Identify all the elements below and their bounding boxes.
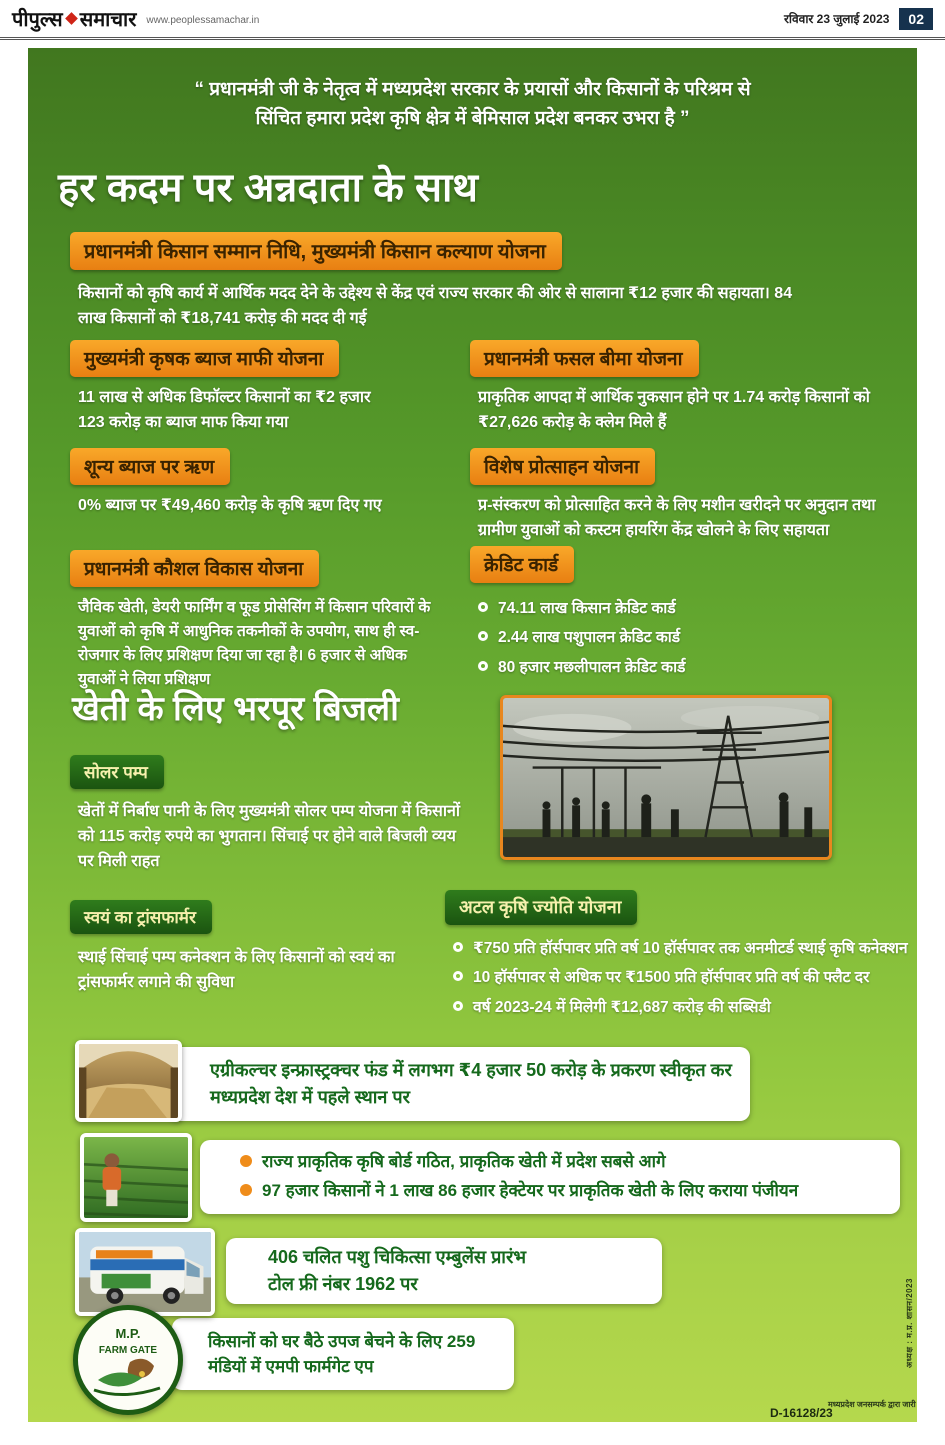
atal-jyoti-list bbox=[453, 938, 917, 1026]
natural-item-1: राज्य प्राकृतिक कृषि बोर्ड गठित, प्राकृतिक खेती में प्रदेश सबसे आगे bbox=[262, 1152, 666, 1172]
credit-item-3: 80 हजार मछलीपालन क्रेडिट कार्ड bbox=[498, 658, 686, 676]
quote-line-1: “ प्रधानमंत्री जी के नेतृत्व में मध्यप्रदेश सरकार के प्रयासों और किसानों के परिश्रम से bbox=[194, 79, 751, 100]
ambulance-line-2: टोल फ्री नंबर 1962 पर bbox=[268, 1274, 418, 1294]
side-note: अध्यक्ष : म.प्र. शासन/2023 bbox=[905, 1278, 914, 1368]
vishesh-protsahan-body: प्र-संस्करण को प्रोत्साहित करने के लिए मशीन खरीदने पर अनुदान तथा ग्रामीण युवाओं को कस्टम हायरिंग केंद्र खोलने के लिए सहायता bbox=[478, 497, 876, 539]
card-farmgate bbox=[172, 1318, 514, 1390]
natural-farming-item bbox=[200, 1177, 900, 1206]
kisan-samman-body: किसानों को कृषि कार्य में आर्थिक मदद देने के उद्देश्य से केंद्र एवं राज्य सरकार की ओर से सालाना ₹12 हजार की सहायता। 84 लाख किसानों को ₹18,741 करोड़ की मदद दी गई bbox=[78, 285, 793, 327]
issuer-credit: मध्यप्रदेश जनसम्पर्क द्वारा जारी bbox=[828, 1400, 916, 1409]
atal-item-1: ₹750 प्रति हॉर्सपावर प्रति वर्ष 10 हॉर्सपावर तक अनमीटर्ड स्थाई कृषि कनेक्शन bbox=[473, 940, 908, 957]
newspaper-masthead bbox=[0, 0, 945, 40]
quote-line-2: सिंचित हमारा प्रदेश कृषि क्षेत्र में बेमिसाल प्रदेश बनकर उभरा है ” bbox=[255, 107, 690, 129]
agri-fund-text: एग्रीकल्चर इन्फ्रास्ट्रक्चर फंड में लगभग ₹4 हजार 50 करोड़ के प्रकरण स्वीकृत कर मध्यप्रदेश देश में पहले स्थान पर bbox=[210, 1060, 732, 1107]
credit-item-2: 2.44 लाख पशुपालन क्रेडिट कार्ड bbox=[498, 629, 681, 647]
banner-credit-card: क्रेडिट कार्ड bbox=[470, 546, 574, 583]
banner-fasal-bima: प्रधानमंत्री फसल बीमा योजना bbox=[470, 340, 699, 377]
natural-farming-item bbox=[200, 1148, 900, 1177]
leader-quote bbox=[88, 76, 857, 133]
page-number-badge: 02 bbox=[899, 8, 933, 30]
ambulance-line-1: 406 चलित पशु चिकित्सा एम्बुलेंस प्रारंभ bbox=[268, 1247, 526, 1267]
banner-shunya-byaj: शून्य ब्याज पर ऋण bbox=[70, 448, 230, 485]
farmgate-logo-line-2: FARM GATE bbox=[98, 1345, 158, 1356]
electricity-heading: खेती के लिए भरपूर बिजली bbox=[72, 690, 399, 728]
farmgate-text: किसानों को घर बैठे उपज बेचने के लिए 259 मंडियों में एमपी फार्मगेट एप bbox=[208, 1331, 476, 1376]
logo-diamond-icon bbox=[65, 12, 78, 25]
byaj-mafi-body: 11 लाख से अधिक डिफॉल्टर किसानों का ₹2 हजार 123 करोड़ का ब्याज माफ किया गया bbox=[78, 389, 371, 431]
list-item bbox=[453, 938, 917, 960]
banner-vishesh-protsahan: विशेष प्रोत्साहन योजना bbox=[470, 448, 655, 485]
banner-byaj-mafi: मुख्यमंत्री कृषक ब्याज माफी योजना bbox=[70, 340, 339, 377]
card-natural-farming bbox=[200, 1140, 900, 1214]
shunya-byaj-body: 0% ब्याज पर ₹49,460 करोड़ के कृषि ऋण दिए गए bbox=[78, 497, 382, 514]
list-item bbox=[453, 967, 917, 989]
banner-solar-pump: सोलर पम्प bbox=[70, 755, 164, 789]
atal-item-2: 10 हॉर्सपावर से अधिक पर ₹1500 प्रति हॉर्सपावर प्रति वर्ष की फ्लैट दर bbox=[473, 969, 870, 987]
bullet-ring-icon bbox=[478, 602, 488, 612]
card-agri-fund bbox=[170, 1047, 750, 1121]
banner-own-transformer: स्वयं का ट्रांसफार्मर bbox=[70, 900, 212, 934]
bullet-ring-icon bbox=[478, 631, 488, 641]
farmgate-logo bbox=[73, 1305, 183, 1415]
banner-kisan-samman-nidhi: प्रधानमंत्री किसान सम्मान निधि, मुख्यमंत्री किसान कल्याण योजना bbox=[70, 232, 562, 270]
release-number: D-16128/23 bbox=[770, 1406, 833, 1420]
advertisement-canvas bbox=[28, 48, 917, 1422]
substation-photo bbox=[500, 695, 832, 860]
bullet-ring-icon bbox=[478, 661, 488, 671]
bullet-dot-icon bbox=[240, 1155, 252, 1167]
kaushal-vikas-body: जैविक खेती, डेयरी फार्मिंग व फूड प्रोसेसिंग में किसान परिवारों के युवाओं को कृषि में आधुनिक तकनीकों के उपयोग, साथ ही स्व-रोजगार के लिए प्रशिक्षण दिया जा रहा है। 6 हजार से अधिक युवाओं ने लिया प्रशिक्षण bbox=[78, 599, 431, 689]
credit-item-1: 74.11 लाख किसान क्रेडिट कार्ड bbox=[498, 600, 676, 617]
banner-kaushal-vikas: प्रधानमंत्री कौशल विकास योजना bbox=[70, 550, 319, 587]
bullet-dot-icon bbox=[240, 1184, 252, 1196]
fasal-bima-body: प्राकृतिक आपदा में आर्थिक नुकसान होने पर 1.74 करोड़ किसानों को ₹27,626 करोड़ के क्लेम मिले हैं bbox=[478, 389, 870, 431]
logo-text-1: पीपुल्स bbox=[12, 9, 63, 31]
warehouse-photo bbox=[75, 1040, 182, 1122]
newspaper-logo bbox=[12, 5, 136, 32]
masthead-right bbox=[784, 8, 933, 30]
bullet-ring-icon bbox=[453, 971, 463, 981]
card-ambulance bbox=[226, 1238, 662, 1304]
own-transformer-body: स्थाई सिंचाई पम्प कनेक्शन के लिए किसानों को स्वयं का ट्रांसफार्मर लगाने की सुविधा bbox=[78, 949, 395, 991]
logo-text-2: समाचार bbox=[79, 9, 137, 31]
list-item bbox=[478, 598, 798, 620]
farmgate-logo-line-1: M.P. bbox=[115, 1326, 141, 1341]
banner-atal-jyoti: अटल कृषि ज्योति योजना bbox=[445, 890, 637, 925]
bullet-ring-icon bbox=[453, 1001, 463, 1011]
list-item bbox=[478, 627, 798, 649]
field-photo bbox=[80, 1133, 192, 1222]
ambulance-photo bbox=[75, 1228, 215, 1316]
natural-item-2: 97 हजार किसानों ने 1 लाख 86 हजार हेक्टेयर पर प्राकृतिक खेती के लिए कराया पंजीयन bbox=[262, 1181, 799, 1200]
credit-card-list bbox=[478, 598, 798, 686]
edition-date: रविवार 23 जुलाई 2023 bbox=[783, 12, 890, 26]
newspaper-website: www.peoplessamachar.in bbox=[146, 15, 260, 26]
list-item bbox=[478, 657, 798, 679]
atal-item-3: वर्ष 2023-24 में मिलेगी ₹12,687 करोड़ की सब्सिडी bbox=[473, 998, 771, 1016]
main-heading: हर कदम पर अन्नदाता के साथ bbox=[58, 166, 478, 210]
list-item bbox=[453, 997, 917, 1019]
solar-pump-body: खेतों में निर्बाध पानी के लिए मुख्यमंत्री सोलर पम्प योजना में किसानों को 115 करोड़ रुपये का भुगतान। सिंचाई पर होने वाले बिजली व्यय पर मिली राहत bbox=[78, 803, 461, 870]
bullet-ring-icon bbox=[453, 942, 463, 952]
